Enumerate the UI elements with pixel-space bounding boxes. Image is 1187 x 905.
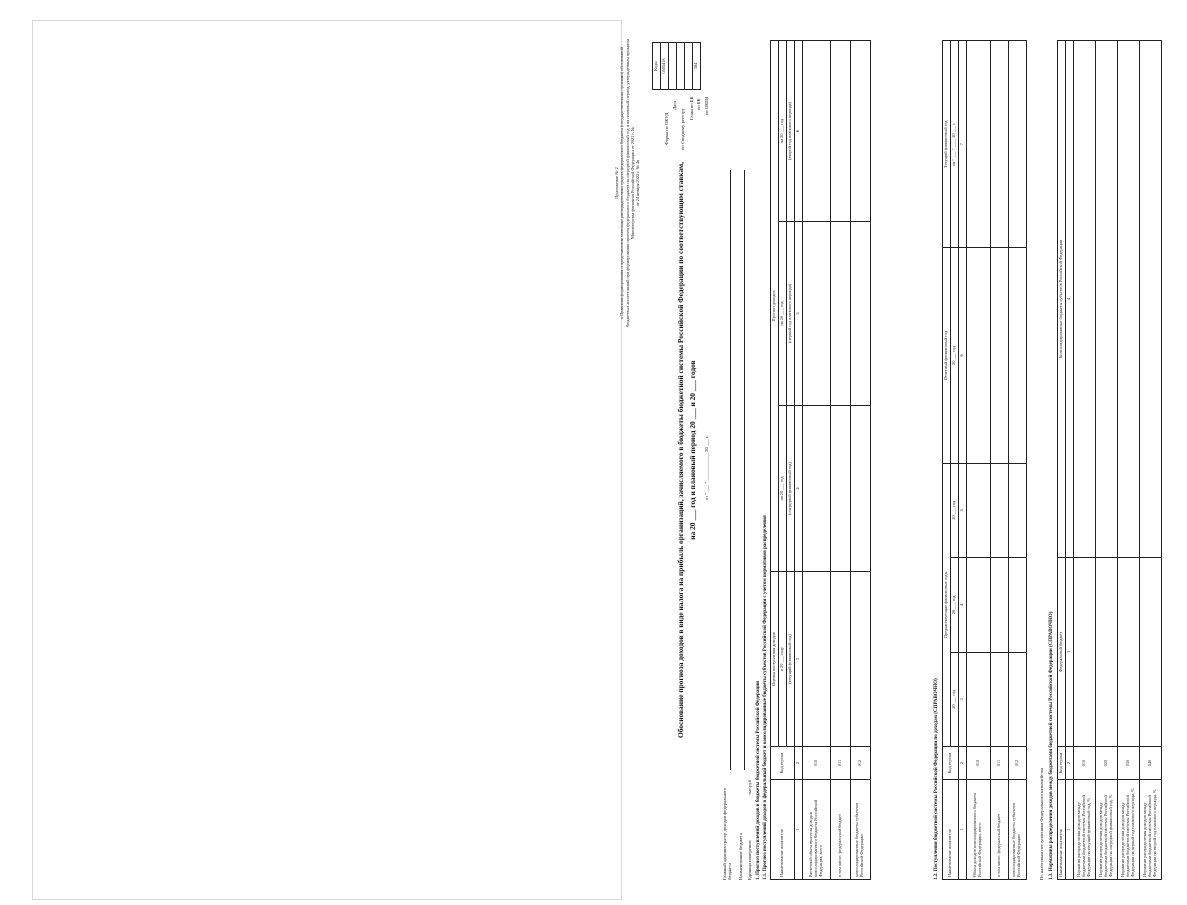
num-cell: 2 (958, 747, 966, 780)
table-cell[interactable] (966, 248, 990, 463)
col-y1: 20 ___ год (950, 652, 958, 746)
col-y3: 20 ___ год (950, 463, 958, 557)
table-row-name: Норматив распределения доходов между бюджетами бюджетной системы Российской Федерации на текущий финансовый год, % (1073, 780, 1095, 880)
table-cell[interactable] (966, 41, 990, 248)
codes-table (652, 42, 701, 90)
table-row-code: 012 (850, 747, 870, 780)
table-cell[interactable] (1008, 652, 1026, 746)
document-title-period: на 20 ___ год и плановый период 20 ___ и 20 ___ годов (688, 360, 697, 540)
num-cell: 3 (1065, 557, 1073, 746)
col-estimate: Оценка поступления доходов (771, 572, 779, 747)
col-code: Код строки (943, 747, 959, 780)
section12-note: По налоговым поступлениям Федерального казначейства (1039, 767, 1044, 880)
table-cell[interactable] (966, 558, 990, 652)
unit-label: Единица измерения: (747, 840, 752, 880)
table-row-name: в том числе: федеральный бюджет (830, 780, 850, 880)
col-rep-y: 20 ___ год (950, 248, 958, 463)
table-row-name: Норматив распределения доходов между бюджетами бюджетной системы Российской Федерации на второй год планового периода, % (1139, 780, 1161, 880)
col-estimate-year: в 20 ___ году (778, 572, 786, 747)
table-cell[interactable] (990, 41, 1008, 248)
col-forecast: Прогноз доходов (771, 41, 779, 572)
table-row-code: 011 (990, 747, 1008, 780)
table-cell[interactable] (966, 463, 990, 557)
col-name: Наименование показателя (943, 780, 959, 880)
num-cell: 6 (794, 41, 802, 222)
table-row-name: консолидированные бюджеты субъектов Российской Федерации (1008, 780, 1026, 880)
table-row-code: 020 (1095, 747, 1117, 780)
reestr-label: по Сводному реестру (680, 108, 685, 150)
table-cell[interactable] (1139, 41, 1161, 558)
table-row-name: Расчетный объем прогноза доходов консолидированного бюджета Российской Федерации, всего (802, 780, 830, 880)
col-cur-y: на " ___ " ____ 20 ___ г. (950, 41, 958, 248)
col-p1-sub: (первый год планового периода) (786, 221, 794, 405)
glava-value (684, 43, 692, 90)
col-estimate-sub: (текущий финансовый год) (786, 572, 794, 747)
date-label: Дата (672, 100, 677, 110)
table-cell[interactable] (1117, 41, 1139, 558)
okud-label: Форма по ОКУД (664, 112, 669, 145)
col-fy: на 20 ___ год (778, 405, 786, 571)
table-cell[interactable] (1139, 557, 1161, 746)
num-cell: 1 (1065, 780, 1073, 880)
section1-sub: 1.1. Прогноз поступлений доходов в федеральный бюджет и консолидированные бюджеты субъектов Российской Федерации с учетом нормативов распределения (763, 515, 768, 880)
table-row-code: 010 (1073, 747, 1095, 780)
norms-table (1057, 40, 1162, 880)
col-name: Наименование показателя (1058, 780, 1066, 880)
col-fed: Федеральный бюджет (1058, 557, 1066, 746)
forecast-table (770, 40, 871, 880)
okei-value: 384 (692, 43, 700, 90)
table-cell[interactable] (1095, 41, 1117, 558)
table-cell[interactable] (1073, 41, 1095, 558)
table-row-name: в том числе: федеральный бюджет (990, 780, 1008, 880)
table-cell[interactable] (830, 572, 850, 747)
col-fy-sub: (очередной финансовый год) (786, 405, 794, 571)
table-cell[interactable] (830, 41, 850, 222)
codes-header: Коды (653, 43, 661, 90)
okei-label: по ОКЕИ (704, 96, 709, 115)
appendix-number: Приложение № 2 (614, 167, 619, 199)
col-rep: Отчетный финансовый год (943, 248, 951, 463)
appendix-block (614, 38, 641, 328)
num-cell: 3 (794, 572, 802, 747)
glava-label: Глава по БК (689, 96, 694, 120)
section1-title: 1. Прогноз поступлений доходов в бюджеты бюджетной системы Российской Федерации (756, 681, 761, 880)
num-cell: 1 (958, 780, 966, 880)
num-cell: 7 (958, 41, 966, 248)
col-code: Код строки (1058, 747, 1066, 780)
table-cell[interactable] (802, 41, 830, 222)
table-row-code: 012 (1008, 747, 1026, 780)
table-row-code: 030 (1117, 747, 1139, 780)
revenue-table (942, 40, 1027, 880)
rotated-document (612, 30, 1187, 890)
budget-label: Наименование бюджета (738, 833, 743, 880)
col-cur: Текущий финансовый год (943, 41, 951, 248)
num-cell: 4 (958, 558, 966, 652)
table-cell[interactable] (850, 405, 870, 571)
table-cell[interactable] (850, 41, 870, 222)
col-cons: Консолидированные бюджеты субъектов Российской Федерации (1058, 41, 1066, 558)
table-cell[interactable] (990, 248, 1008, 463)
table-cell[interactable] (802, 405, 830, 571)
col-name: Наименование показателя (771, 780, 795, 880)
table-cell[interactable] (1117, 557, 1139, 746)
table-cell[interactable] (1008, 463, 1026, 557)
num-cell: 5 (794, 221, 802, 405)
table-cell[interactable] (1008, 41, 1026, 248)
appendix-date: от 24 января 2022 г. № 4н (635, 159, 641, 207)
table-cell[interactable] (830, 221, 850, 405)
num-cell: 2 (1065, 747, 1073, 780)
unit-value: тыс.руб (747, 779, 752, 795)
admin-line (730, 170, 731, 770)
num-cell: 6 (958, 248, 966, 463)
table-row-code: 010 (802, 747, 830, 780)
table-row-name: Объем доходов консолидированного бюджета Российской Федерации, всего (966, 780, 990, 880)
table-cell[interactable] (850, 572, 870, 747)
admin-label: Главный администратор доходов федерального бюджета (722, 787, 733, 880)
document-title: Обоснование прогноза доходов в виде налога на прибыль организаций, зачисляемого в бюджеты бюджетной системы Российской Федерации по соответствующим ставкам, (676, 161, 685, 739)
table-cell[interactable] (1008, 558, 1026, 652)
col-p2-sub: (второй год планового периода) (786, 41, 794, 222)
glava-sub: по БК (696, 98, 701, 110)
table-row-code: 040 (1139, 747, 1161, 780)
table-row-code: 010 (966, 747, 990, 780)
table-cell[interactable] (802, 572, 830, 747)
num-cell: 1 (794, 780, 802, 880)
table-row-code: 011 (830, 747, 850, 780)
num-cell: 3 (958, 652, 966, 746)
appendix-text: к Правилам формирования и представления главными распорядителями средств федерального бюджета (государственными органами) обоснований бюджетных ассигнований при формировании проекта федерального бюджета на очередной финансовый год и на плановый период, утвержденным приказом Министерства финансов Российской Федерации от 2022 г. № (619, 39, 636, 327)
reestr-value (676, 43, 684, 90)
budget-line (744, 170, 745, 770)
table-cell[interactable] (990, 463, 1008, 557)
table-cell[interactable] (830, 405, 850, 571)
okud-value: 0505418 (660, 43, 668, 90)
table-cell[interactable] (966, 652, 990, 746)
table-row-name: Норматив распределения доходов между бюджетами бюджетной системы Российской Федерации на первый год планового периода, % (1117, 780, 1139, 880)
num-cell: 4 (1065, 41, 1073, 558)
table-cell[interactable] (990, 558, 1008, 652)
table-row-name: консолидированные бюджеты субъектов Российской Федерации (850, 780, 870, 880)
table-cell[interactable] (1095, 557, 1117, 746)
section13-title: 1.3. Нормативы распределения доходов между бюджетами бюджетной системы Российской Федерации (СПРАВОЧНО) (1049, 611, 1054, 880)
section12-title: 1.2. Поступления бюджетной системы Российской Федерации по доходам (СПРАВОЧНО) (934, 678, 939, 880)
num-cell: 4 (794, 405, 802, 571)
table-cell[interactable] (990, 652, 1008, 746)
page-frame (32, 20, 622, 900)
num-cell: 5 (958, 463, 966, 557)
num-cell: 2 (794, 747, 802, 780)
col-p2: на 20 ___ год (778, 41, 786, 222)
date-value (668, 43, 676, 90)
table-row-name: Норматив распределения доходов между бюджетами бюджетной системы Российской Федерации на очередной финансовый год, % (1095, 780, 1117, 880)
col-prev: Предшествующие финансовые годы (943, 463, 951, 746)
table-cell[interactable] (1008, 248, 1026, 463)
table-cell[interactable] (802, 221, 830, 405)
date-line: от " ___ " ____________ 20 ___ г. (704, 435, 709, 500)
col-y2: 20 ___ год (950, 558, 958, 652)
table-cell[interactable] (1073, 557, 1095, 746)
col-p1: на 20 ___ год (778, 221, 786, 405)
col-code: Код строки (771, 747, 795, 780)
table-cell[interactable] (850, 221, 870, 405)
